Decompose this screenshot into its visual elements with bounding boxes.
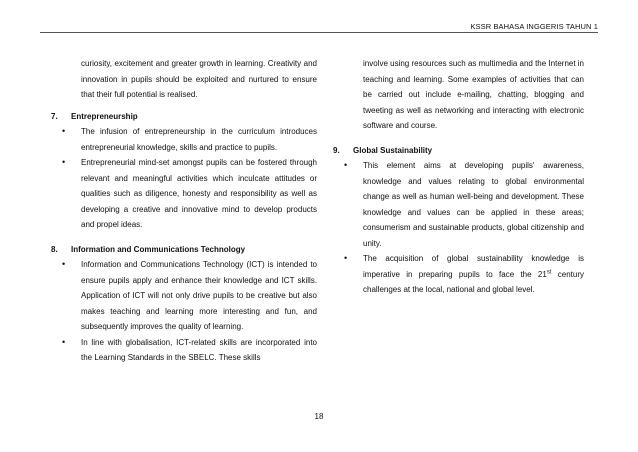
- list-item: [51, 257, 317, 335]
- section-heading-entrepreneurship: [51, 109, 317, 125]
- section-number: 8.: [51, 244, 58, 254]
- bullet-icon: •: [344, 160, 348, 170]
- bullet-icon: •: [344, 253, 348, 263]
- bullet-icon: •: [62, 126, 66, 136]
- section-title: Global Sustainability: [353, 145, 433, 155]
- ordinal-suffix: st: [546, 268, 552, 275]
- list-item-text: The infusion of entrepreneurship in the curriculum introduces entrepreneurial knowledge, skills and practice to pupils.: [81, 127, 317, 152]
- continued-paragraph: curiosity, excitement and greater growth in learning. Creativity and innovation in pupils should be exploited and nurtured to ensure that their full potential is realised.: [81, 59, 317, 99]
- list-item-text: This element aims at developing pupils' awareness, knowledge and values relating to global environmental change as well as human well-being and development. These knowledge and values can be applied in these areas; consumerism and sustainable products, global citizenship and unity.: [363, 161, 584, 248]
- list-item: [51, 155, 317, 233]
- bullet-icon: •: [62, 259, 66, 269]
- list-item-text: In line with globalisation, ICT-related skills are incorporated into the Learning Standards in the SBELC. These skills: [81, 337, 317, 362]
- list-item-text: Entrepreneurial mind-set amongst pupils can be fostered through relevant and meaningful activities which inculcate attitudes or qualities such as diligence, honesty and responsibility as well as developing a creative and innovative mind to develop products and propel ideas.: [81, 158, 317, 229]
- list-item-text: [363, 254, 584, 294]
- header-rule: [40, 32, 598, 33]
- list-item: [51, 335, 317, 366]
- section-number: 9.: [333, 145, 340, 155]
- list-item-text-end: century challenges at the local, national and global level.: [363, 269, 584, 294]
- list-item: [333, 158, 584, 251]
- section-heading-ict: [51, 242, 317, 258]
- continued-paragraph: involve using resources such as multimedia and the Internet in teaching and learning. Some examples of activities that can be carried out include e-mailing, chatting, blogging and tweeting as well as networking and interacting with electronic software and course.: [363, 59, 585, 130]
- section-heading-global-sustainability: [333, 143, 584, 159]
- list-item-text: Information and Communications Technology (ICT) is intended to ensure pupils apply and enhance their knowledge and ICT skills. Application of ICT will not only drive pupils to be creative but also makes teaching and learning more interesting and fun, and subsequently improves the quality of learning.: [81, 260, 317, 331]
- bullet-icon: •: [62, 336, 66, 347]
- list-item-text-start: The acquisition of global sustainability knowledge is imperative in preparing pupils to face the 21: [363, 254, 584, 279]
- list-item: [51, 124, 317, 155]
- bullet-icon: •: [62, 157, 66, 167]
- section-title: Information and Communications Technology: [71, 244, 246, 254]
- section-title: Entrepreneurship: [71, 111, 138, 121]
- page-number: 18: [314, 412, 324, 421]
- right-column: [333, 56, 584, 298]
- left-column: [51, 56, 317, 366]
- list-item: [333, 251, 584, 298]
- section-number: 7.: [51, 111, 58, 121]
- running-header: KSSR BAHASA INGGERIS TAHUN 1: [470, 22, 598, 31]
